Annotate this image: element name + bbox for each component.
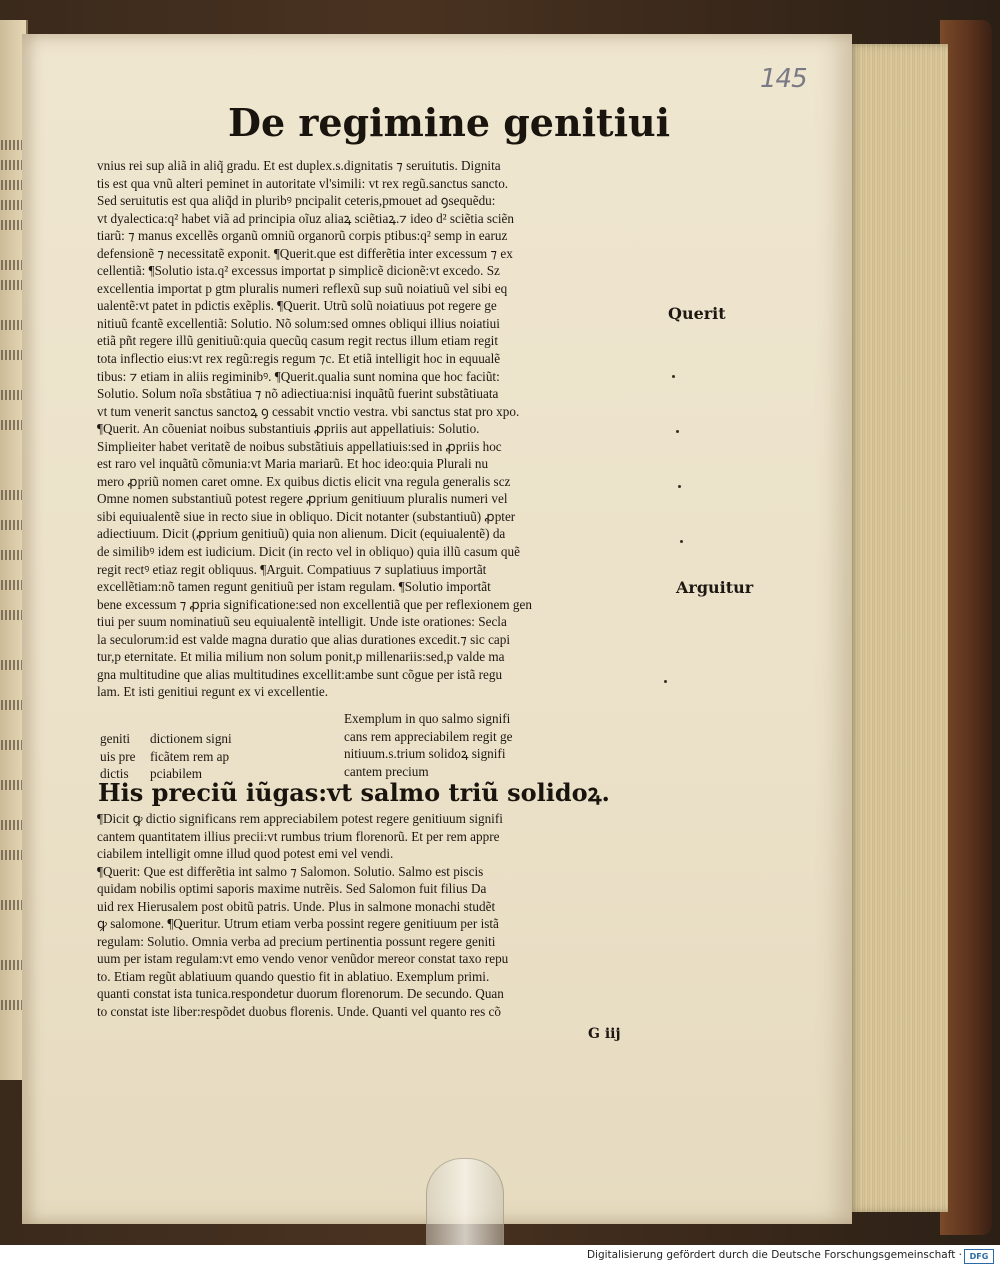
text-line: ciabilem intelligit omne illud quod potest emi vel vendi. xyxy=(97,846,394,862)
text-line: vt dyalectica:q² habet viã ad principia oĩuz aliaꝝ sciẽtiaꝝ.⁊ ideo d² sciẽtia sciẽn xyxy=(97,210,515,226)
text-line: lam. Et isti genitiui regunt ex vi excellentie. xyxy=(97,684,329,700)
example-line: cans rem appreciabilem regit ge xyxy=(344,728,513,744)
text-line: tota inflectio eius:vt rex regũ:regis regum ⁊c. Et etiã intelligit hoc in equualẽ xyxy=(97,351,501,367)
text-line: ¶Dicit ꝙ dictio significans rem appreciabilem potest regere genitiuum signifi xyxy=(97,811,503,826)
text-line: quanti constat ista tunica.respondetur duorum florenorum. De secundo. Quan xyxy=(97,986,504,1002)
text-line: etiã pñt regere illũ genitiuũ:quia quecũq casum regit rectus illum etiam regit xyxy=(97,333,498,349)
text-line: tiui per suum nominatiuũ seu equiualentẽ intelligit. Unde iste orationes: Secla xyxy=(97,614,507,630)
example-line: pciabilem xyxy=(150,766,202,781)
margin-dot xyxy=(676,430,679,433)
text-line: est raro vel inquãtũ cõmunia:vt Maria mariarũ. Et hoc ideo:quia Plurali nu xyxy=(97,456,489,472)
example-line: cantem precium xyxy=(344,763,429,779)
text-line: vnius rei sup aliã in aliq̃ gradu. Et est duplex.s.dignitatis ⁊ seruitutis. Dignita xyxy=(97,158,501,173)
signature-mark: G iij xyxy=(588,1026,621,1042)
text-line: nitiuũ fcantẽ excellentiã: Solutio. Nõ solum:sed omnes obliqui illius noiatiui xyxy=(97,315,500,331)
example-line: dictionem signi xyxy=(150,731,232,746)
text-line: sibi equiualentẽ siue in recto siue in obliquo. Dicit notanter (substantiuũ) ꝓpter xyxy=(97,508,516,524)
text-line: adiectiuum. Dicit (ꝓprium genitiuũ) quia non alienum. Dicit (equiualentẽ) da xyxy=(97,526,506,542)
example-right-column xyxy=(344,710,512,780)
example-mid-column xyxy=(150,730,232,783)
example-line: ficãtem rem ap xyxy=(150,748,230,764)
margin-dot xyxy=(680,540,683,543)
page-holder-clip xyxy=(426,1158,504,1250)
text-line: ꝙ salomone. ¶Queritur. Utrum etiam verba possint regere genitiuum per istã xyxy=(97,916,499,932)
text-line: cellentiã: ¶Solutio ista.q² excessus importat p simplicẽ dicionẽ:vt excedo. Sz xyxy=(97,263,500,279)
main-text-block xyxy=(97,157,663,701)
example-line: dictis xyxy=(100,766,129,781)
text-line: de similibꝰ idem est iudicium. Dicit (in recto vel in obliquo) quia illũ casum quẽ xyxy=(97,544,520,560)
text-line: quidam nobilis optimi saporis maxime nutrẽis. Sed Salomon fuit filius Da xyxy=(97,881,487,897)
page-block-edges xyxy=(848,44,948,1212)
text-line: excellẽtiam:nõ tamen regunt genitiuũ per istam regulam. ¶Solutio importãt xyxy=(97,579,491,595)
margin-note-querit: Querit xyxy=(668,304,726,323)
text-line: excellentia importat p gtm pluralis numeri reflexũ sup suũ noiatiuũ vel sibi eq xyxy=(97,280,508,296)
margin-dot xyxy=(664,680,667,683)
dfg-logo: DFG xyxy=(964,1249,994,1264)
funding-credit: Digitalisierung gefördert durch die Deutsche Forschungsgemeinschaft · xyxy=(586,1249,962,1261)
text-line: mero ꝓpriũ nomen caret omne. Ex quibus dictis elicit vna regula generalis scz xyxy=(97,473,511,489)
example-left-column xyxy=(100,730,136,783)
page-heading: De regimine genitiui xyxy=(228,100,671,145)
text-line: Simplieiter habet veritatẽ de noibus substãtiuis appellatiuis:sed in ꝓpriis hoc xyxy=(97,438,502,454)
margin-dot xyxy=(672,375,675,378)
text-line: ¶Querit. An cõueniat noibus substantiuis ꝓpriis aut appellatiuis: Solutio. xyxy=(97,421,480,437)
text-line: Sed seruitutis est qua aliq̃d in pluribꝰ pncipalit ceteris,pmouet ad ꝯsequẽdu: xyxy=(97,193,496,209)
example-line: geniti xyxy=(100,731,131,746)
text-line: uum per istam regulam:vt emo vendo venor venũdor mereor constat taxo repu xyxy=(97,951,509,967)
text-line: ¶Querit: Que est differẽtia int salmo ⁊ Salomon. Solutio. Salmo est piscis xyxy=(97,863,484,879)
text-line: tiarũ: ⁊ manus excellẽs organũ omniũ organorũ corpis ptibus:q² semp in earuz xyxy=(97,228,508,244)
text-line: vt tum venerit sanctus sanctoꝝ ꝯ cessabit vnctio vestra. vbi sanctus stat pro xpo. xyxy=(97,403,520,419)
text-line: to constat iste liber:respõdet duobus florenis. Unde. Quanti vel quanto res cõ xyxy=(97,1004,501,1020)
text-line: gna multitudine que alias multitudines excellit:ambe sunt cõgue per istã regu xyxy=(97,666,503,682)
text-line: tur,p eternitate. Et milia milium non solum ponit,p millenariis:sed,p valde ma xyxy=(97,649,505,665)
verse-line: His preciũ iũgas:vt salmo triũ solidoꝝ. xyxy=(98,778,610,807)
text-line: Omne nomen substantiuũ potest regere ꝓprium genitiuum pluralis numeri vel xyxy=(97,491,508,507)
text-line: tibus: ⁊ etiam in aliis regiminibꝰ. ¶Querit.qualia sunt nomina que hoc faciũt: xyxy=(97,368,500,384)
text-line: regulam: Solutio. Omnia verba ad precium pertinentia possunt regere geniti xyxy=(97,933,496,949)
example-line: Exemplum in quo salmo signifi xyxy=(344,711,511,726)
text-line: to. Etiam regũt ablatiuum quando questio fit in ablatiuo. Exemplum primi. xyxy=(97,968,490,984)
margin-dot xyxy=(678,485,681,488)
footer-bar xyxy=(0,1245,1000,1267)
text-line: tis est qua vnũ alteri peminet in autoritate vl'simili: vt rex regũ.sanctus sancto. xyxy=(97,175,509,191)
text-line: Solutio. Solum noĩa sbstãtiua ⁊ nõ adiectiua:nisi inquãtũ fuerint substãtiuata xyxy=(97,386,499,402)
example-line: uis pre xyxy=(100,748,136,764)
folio-number: 145 xyxy=(760,64,807,94)
text-line: regit rectꝰ etiaz regit obliquus. ¶Arguit. Compatiuus ⁊ suplatiuus importãt xyxy=(97,561,487,577)
text-line: ualentẽ:vt patet in pdictis exẽplis. ¶Querit. Utrũ solũ noiatiuus pot regere ge xyxy=(97,298,497,314)
example-line: nitiuum.s.trium solidoꝝ signifi xyxy=(344,746,506,761)
second-text-block xyxy=(97,810,663,1021)
text-line: bene excessum ⁊ ꝓpria significatione:sed non excellentiã que per reflexionem gen xyxy=(97,596,532,612)
text-line: uid rex Hierusalem post obitũ patris. Unde. Plus in salmone monachi studẽt xyxy=(97,898,496,914)
text-line: cantem quantitatem illius precii:vt rumbus trium florenorũ. Et per rem appre xyxy=(97,828,500,844)
text-line: defensionẽ ⁊ necessitatẽ exponit. ¶Querit.que est differẽtia inter excessum ⁊ ex xyxy=(97,245,513,261)
text-line: la seculorum:id est valde magna duratio que alias durationes excedit.⁊ sic capi xyxy=(97,631,511,647)
margin-note-arguitur: Arguitur xyxy=(676,578,754,597)
